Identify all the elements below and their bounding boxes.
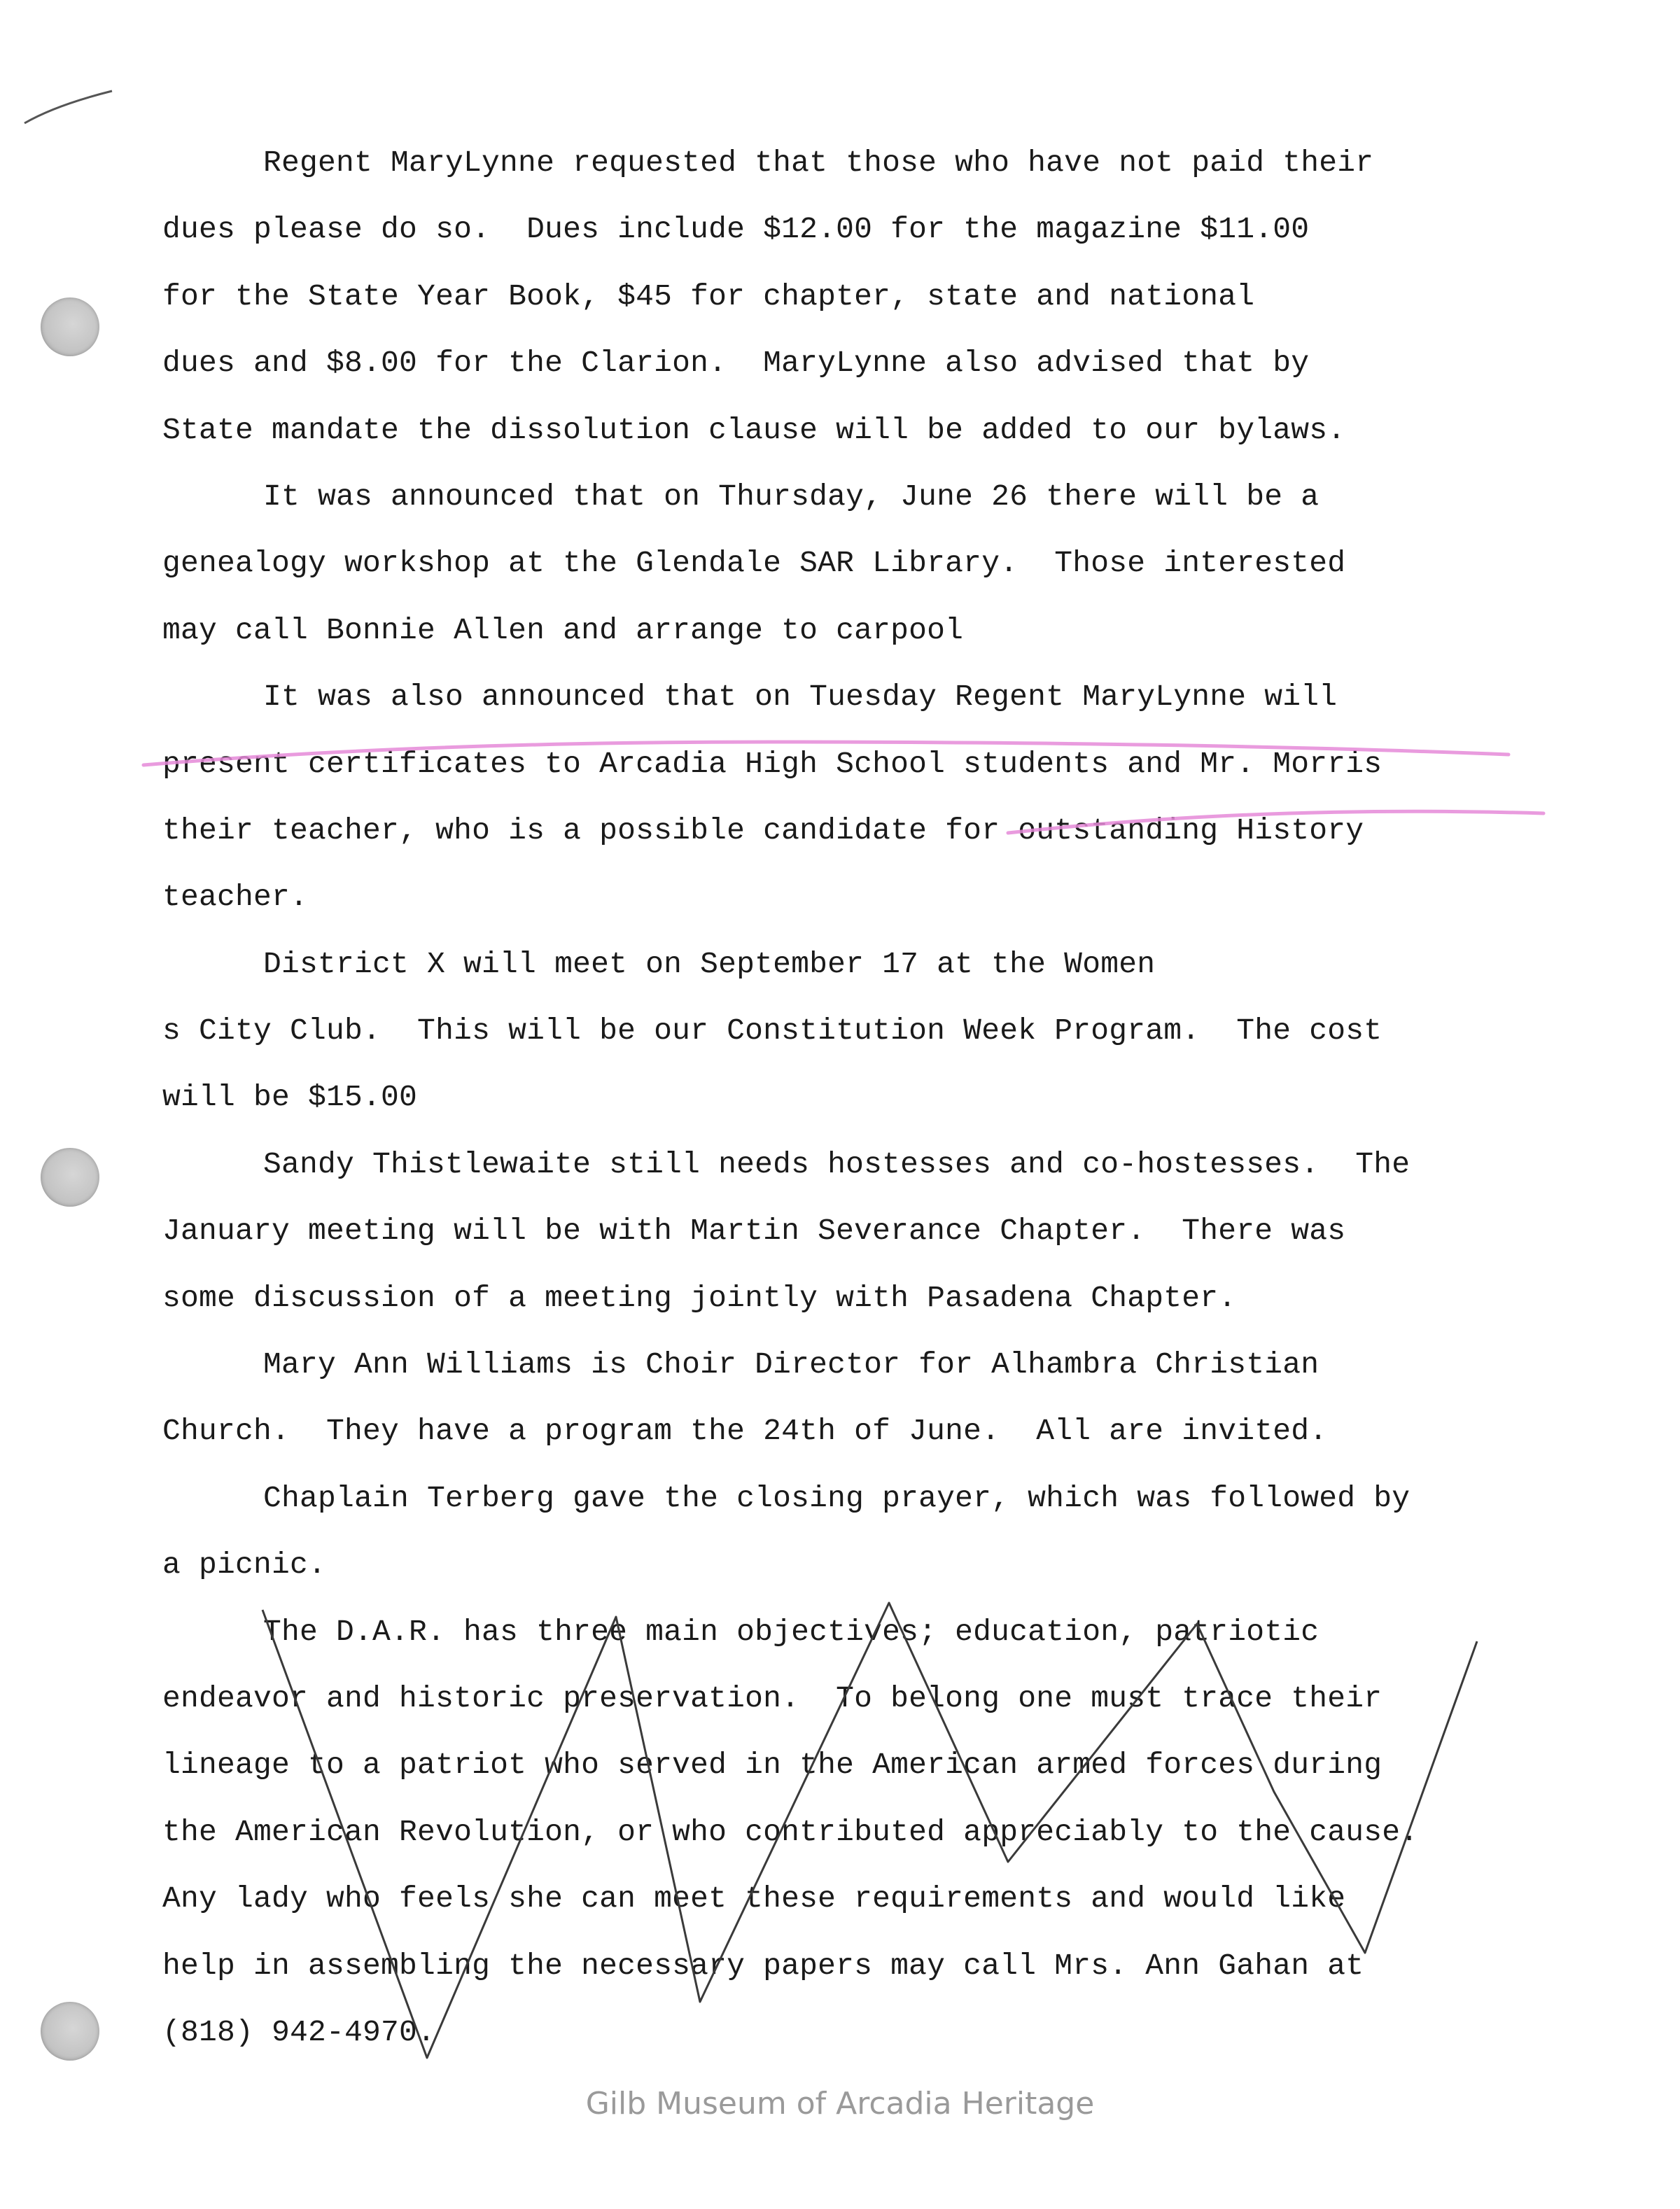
text-line: their teacher, who is a possible candidate for outstanding History <box>162 813 1364 848</box>
text-line: endeavor and historic preservation. To belong one must trace their <box>162 1681 1382 1716</box>
text-line: January meeting will be with Martin Severance Chapter. There was <box>162 1214 1346 1249</box>
text-line: District X will meet on September 17 at the Women <box>263 946 1156 981</box>
text-line: genealogy workshop at the Glendale SAR Library. Those interested <box>162 546 1346 581</box>
watermark-footer: Gilb Museum of Arcadia Heritage <box>585 2086 1095 2122</box>
text-line: Mary Ann Williams is Choir Director for Alhambra Christian <box>263 1347 1320 1382</box>
text-line: Sandy Thistlewaite still needs hostesses and co-hostesses. The <box>263 1146 1410 1181</box>
text-line: may call Bonnie Allen and arrange to carpool <box>162 612 964 647</box>
punch-hole-top <box>41 297 99 356</box>
stray-pencil-mark <box>24 91 112 123</box>
text-line: some discussion of a meeting jointly with Pasadena Chapter. <box>162 1280 1237 1315</box>
text-line: Chaplain Terberg gave the closing prayer, which was followed by <box>263 1480 1410 1515</box>
text-line: will be $15.00 <box>162 1080 418 1115</box>
document-body <box>162 129 1576 2066</box>
text-line: dues and $8.00 for the Clarion. MaryLynne also advised that by <box>162 346 1310 381</box>
text-line: Church. They have a program the 24th of June. All are invited. <box>162 1414 1328 1449</box>
text-line: present certificates to Arcadia High School students and Mr. Morris <box>162 746 1382 781</box>
punch-hole-middle <box>41 1148 99 1207</box>
text-line: Regent MaryLynne requested that those who have not paid their <box>263 146 1374 180</box>
text-line: State mandate the dissolution clause will be added to our bylaws. <box>162 412 1346 447</box>
text-line: It was also announced that on Tuesday Regent MaryLynne will <box>263 680 1338 715</box>
text-line: teacher. <box>162 880 309 915</box>
text-line: help in assembling the necessary papers may call Mrs. Ann Gahan at <box>162 1948 1364 1983</box>
text-line: s City Club. This will be our Constitution Week Program. The cost <box>162 1014 1382 1049</box>
text-line: Any lady who feels she can meet these requirements and would like <box>162 1881 1346 1916</box>
punch-hole-bottom <box>41 2002 99 2061</box>
text-line: for the State Year Book, $45 for chapter, state and national <box>162 279 1255 314</box>
text-line: It was announced that on Thursday, June 26 there will be a <box>263 479 1320 514</box>
text-line: the American Revolution, or who contributed appreciably to the cause. <box>162 1814 1419 1849</box>
text-line: dues please do so. Dues include $12.00 for the magazine $11.00 <box>162 212 1310 247</box>
text-line: a picnic. <box>162 1548 327 1583</box>
text-line: (818) 942-4970. <box>162 2014 436 2049</box>
text-line: lineage to a patriot who served in the American armed forces during <box>162 1748 1382 1783</box>
text-line: The D.A.R. has three main objectives; education, patriotic <box>263 1614 1320 1649</box>
